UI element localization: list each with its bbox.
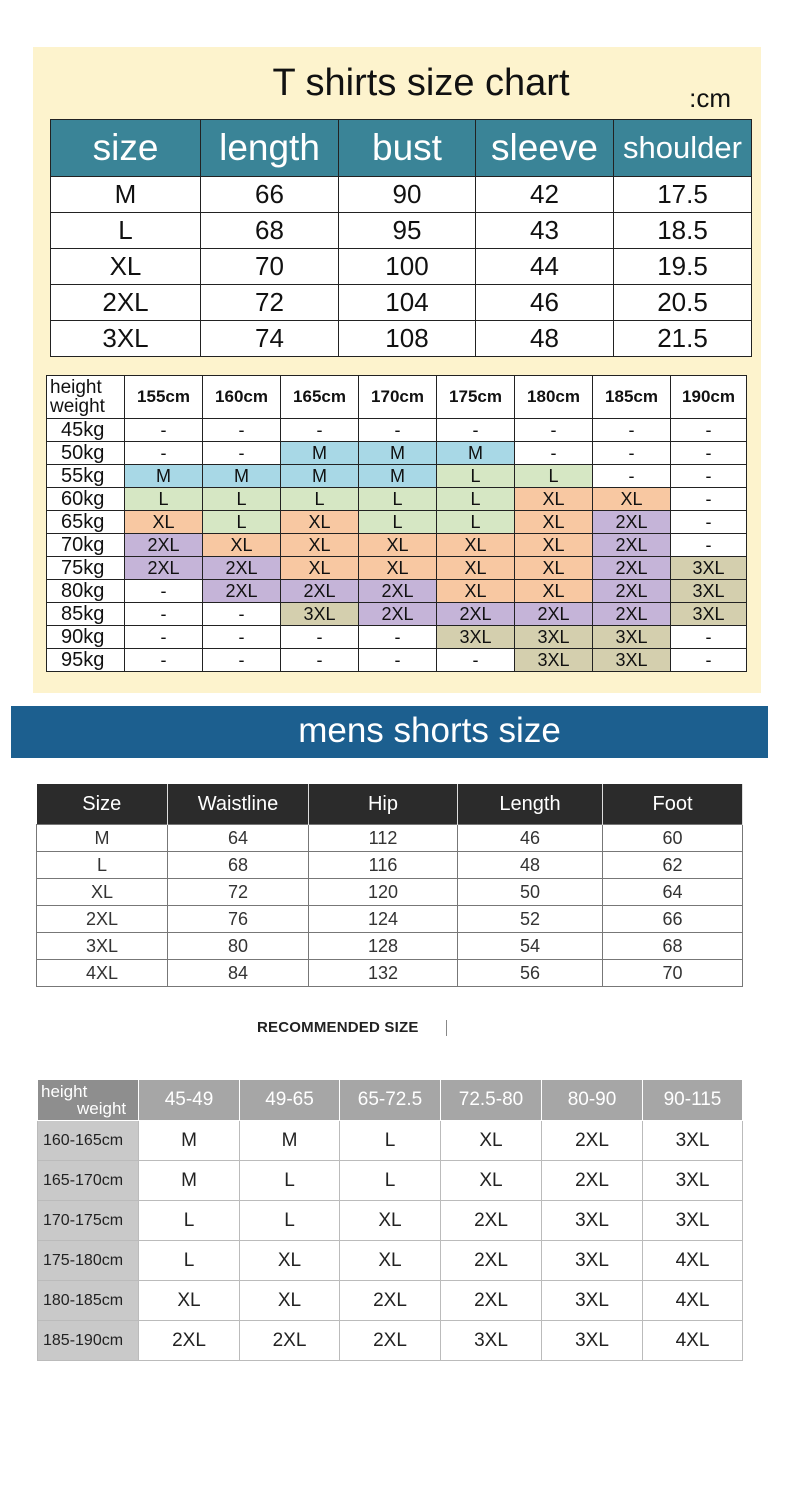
recommended-size-cell: - xyxy=(203,603,281,626)
recommended-size-cell: M xyxy=(240,1121,340,1161)
recommended-size-cell: M xyxy=(203,465,281,488)
measurement-cell: 42 xyxy=(476,177,614,213)
recommended-size-cell: L xyxy=(240,1161,340,1201)
measurement-cell: 95 xyxy=(339,213,476,249)
shorts-size-cell: L xyxy=(37,852,168,879)
header-sleeve: sleeve xyxy=(476,120,614,177)
shorts-measurement-cell: 68 xyxy=(168,852,309,879)
weight-row xyxy=(47,580,747,603)
recommended-size-cell: XL xyxy=(441,1161,542,1201)
weight-range-header: 49-65 xyxy=(240,1080,340,1121)
measurement-cell: 43 xyxy=(476,213,614,249)
recommended-row xyxy=(38,1281,743,1321)
height-range-label: 180-185cm xyxy=(38,1281,139,1321)
tshirt-size-row xyxy=(51,213,752,249)
recommended-size-cell: L xyxy=(125,488,203,511)
recommended-size-cell: XL xyxy=(515,534,593,557)
recommended-size-cell: 2XL xyxy=(359,580,437,603)
height-weight-table xyxy=(46,375,747,672)
recommended-size-cell: 2XL xyxy=(593,580,671,603)
recommended-size-cell: 2XL xyxy=(240,1321,340,1361)
recommended-size-cell: 2XL xyxy=(340,1281,441,1321)
recommended-size-cell: XL xyxy=(240,1241,340,1281)
recommended-size-cell: - xyxy=(203,419,281,442)
recommended-size-cell: L xyxy=(359,511,437,534)
recommended-size-cell: - xyxy=(593,442,671,465)
unit-label: :cm xyxy=(689,83,731,113)
recommended-size-cell: XL xyxy=(437,534,515,557)
recommended-size-cell: 2XL xyxy=(515,603,593,626)
recommended-size-cell: XL xyxy=(515,557,593,580)
tshirt-size-panel xyxy=(33,47,761,693)
recommended-size-cell: - xyxy=(125,580,203,603)
recommended-size-cell: 3XL xyxy=(593,626,671,649)
shorts-measurement-cell: 66 xyxy=(603,906,743,933)
recommended-size-cell: XL xyxy=(340,1201,441,1241)
weight-row xyxy=(47,465,747,488)
recommended-size-cell: 2XL xyxy=(340,1321,441,1361)
recommended-size-cell: 2XL xyxy=(593,603,671,626)
height-column-header: 180cm xyxy=(515,376,593,419)
recommended-size-cell: 2XL xyxy=(441,1241,542,1281)
recommended-size-cell: XL xyxy=(441,1121,542,1161)
recommended-size-cell: - xyxy=(593,465,671,488)
weight-range-header: 72.5-80 xyxy=(441,1080,542,1121)
shorts-size-row xyxy=(37,852,743,879)
shorts-size-row xyxy=(37,879,743,906)
recommended-row xyxy=(38,1201,743,1241)
recommended-size-cell: - xyxy=(281,419,359,442)
shorts-measurement-cell: 62 xyxy=(603,852,743,879)
recommended-size-cell: - xyxy=(671,649,747,672)
recommended-size-cell: M xyxy=(359,442,437,465)
recommended-size-cell: 2XL xyxy=(593,534,671,557)
recommended-size-cell: XL xyxy=(359,557,437,580)
height-column-header: 160cm xyxy=(203,376,281,419)
shorts-size-row xyxy=(37,906,743,933)
recommended-size-cell: M xyxy=(281,465,359,488)
size-cell: XL xyxy=(51,249,201,285)
recommended-size-cell: XL xyxy=(593,488,671,511)
recommended-row xyxy=(38,1321,743,1361)
shorts-header-size: Size xyxy=(37,784,168,825)
tshirt-size-row xyxy=(51,177,752,213)
weight-row xyxy=(47,557,747,580)
recommended-size-cell: 3XL xyxy=(542,1281,643,1321)
height-range-label: 165-170cm xyxy=(38,1161,139,1201)
shorts-measurement-cell: 124 xyxy=(309,906,458,933)
corner-height-label: height xyxy=(50,377,102,398)
measurement-cell: 74 xyxy=(201,321,339,357)
header-length: length xyxy=(201,120,339,177)
shorts-size-row xyxy=(37,825,743,852)
recommended-size-cell: 3XL xyxy=(643,1121,743,1161)
measurement-cell: 66 xyxy=(201,177,339,213)
measurement-cell: 48 xyxy=(476,321,614,357)
height-header-row xyxy=(47,376,747,419)
recommended-size-cell: - xyxy=(437,649,515,672)
recommended-size-cell: XL xyxy=(437,580,515,603)
recommended-size-cell: 3XL xyxy=(542,1321,643,1361)
height-column-header: 190cm xyxy=(671,376,747,419)
shorts-banner-title: mens shorts size xyxy=(298,711,561,750)
measurement-cell: 17.5 xyxy=(614,177,752,213)
weight-label: 50kg xyxy=(47,442,125,465)
shorts-size-row xyxy=(37,933,743,960)
shorts-measurement-cell: 112 xyxy=(309,825,458,852)
recommended-size-cell: 3XL xyxy=(671,557,747,580)
recommended-size-cell: XL xyxy=(281,557,359,580)
size-cell: L xyxy=(51,213,201,249)
shorts-measurement-cell: 46 xyxy=(458,825,603,852)
recommended-row xyxy=(38,1241,743,1281)
measurement-cell: 90 xyxy=(339,177,476,213)
recommended-size-cell: 3XL xyxy=(542,1241,643,1281)
header-size: size xyxy=(51,120,201,177)
recommended-size-cell: 3XL xyxy=(515,649,593,672)
recommended-size-cell: - xyxy=(515,442,593,465)
measurement-cell: 70 xyxy=(201,249,339,285)
size-cell: M xyxy=(51,177,201,213)
recommended-size-cell: L xyxy=(203,511,281,534)
recommended-size-cell: 2XL xyxy=(125,534,203,557)
rec-corner-height-label: height xyxy=(41,1082,88,1101)
recommended-size-cell: XL xyxy=(437,557,515,580)
recommended-size-cell: 2XL xyxy=(542,1121,643,1161)
measurement-cell: 100 xyxy=(339,249,476,285)
recommended-size-cell: 3XL xyxy=(437,626,515,649)
measurement-cell: 46 xyxy=(476,285,614,321)
measurement-cell: 18.5 xyxy=(614,213,752,249)
shorts-header-waistline: Waistline xyxy=(168,784,309,825)
shorts-measurement-cell: 120 xyxy=(309,879,458,906)
recommended-size-cell: M xyxy=(359,465,437,488)
recommended-size-cell: - xyxy=(203,649,281,672)
recommended-size-cell: 3XL xyxy=(671,603,747,626)
weight-row xyxy=(47,419,747,442)
shorts-size-row xyxy=(37,960,743,987)
measurement-cell: 44 xyxy=(476,249,614,285)
recommended-size-label: RECOMMENDED SIZE xyxy=(257,1019,419,1036)
tshirt-chart-title: T shirts size chart xyxy=(272,62,570,104)
recommended-size-cell: L xyxy=(139,1241,240,1281)
corner-weight-label: weight xyxy=(50,396,105,417)
recommended-size-cell: M xyxy=(437,442,515,465)
height-weight-corner xyxy=(47,376,125,419)
shorts-header-hip: Hip xyxy=(309,784,458,825)
measurement-cell: 104 xyxy=(339,285,476,321)
shorts-measurement-cell: 64 xyxy=(603,879,743,906)
recommended-size-cell: - xyxy=(359,419,437,442)
measurement-cell: 20.5 xyxy=(614,285,752,321)
shorts-measurement-cell: 56 xyxy=(458,960,603,987)
weight-label: 60kg xyxy=(47,488,125,511)
recommended-divider xyxy=(446,1020,447,1036)
recommended-size-cell: - xyxy=(671,534,747,557)
recommended-size-cell: XL xyxy=(125,511,203,534)
recommended-size-cell: 2XL xyxy=(441,1201,542,1241)
recommended-size-cell: 2XL xyxy=(125,557,203,580)
recommended-size-cell: 2XL xyxy=(441,1281,542,1321)
shorts-measurement-cell: 54 xyxy=(458,933,603,960)
weight-label: 55kg xyxy=(47,465,125,488)
recommended-size-cell: - xyxy=(125,442,203,465)
recommended-size-cell: - xyxy=(281,626,359,649)
recommended-size-cell: L xyxy=(203,488,281,511)
shorts-size-cell: 2XL xyxy=(37,906,168,933)
recommended-size-cell: L xyxy=(340,1161,441,1201)
recommended-header-row xyxy=(38,1080,743,1121)
shorts-header-length: Length xyxy=(458,784,603,825)
measurement-cell: 19.5 xyxy=(614,249,752,285)
shorts-measurement-cell: 48 xyxy=(458,852,603,879)
weight-label: 75kg xyxy=(47,557,125,580)
height-column-header: 155cm xyxy=(125,376,203,419)
recommended-size-cell: M xyxy=(125,465,203,488)
recommended-size-cell: XL xyxy=(340,1241,441,1281)
weight-range-header: 65-72.5 xyxy=(340,1080,441,1121)
shorts-measurement-cell: 132 xyxy=(309,960,458,987)
recommended-size-cell: M xyxy=(139,1121,240,1161)
weight-label: 70kg xyxy=(47,534,125,557)
recommended-size-cell: - xyxy=(125,649,203,672)
shorts-size-table xyxy=(36,784,743,987)
recommended-size-cell: 3XL xyxy=(542,1201,643,1241)
recommended-size-table xyxy=(37,1079,743,1361)
shorts-measurement-cell: 80 xyxy=(168,933,309,960)
shorts-size-cell: 3XL xyxy=(37,933,168,960)
shorts-measurement-cell: 84 xyxy=(168,960,309,987)
recommended-size-cell: 2XL xyxy=(139,1321,240,1361)
measurement-cell: 108 xyxy=(339,321,476,357)
recommended-size-cell: M xyxy=(139,1161,240,1201)
shorts-size-cell: M xyxy=(37,825,168,852)
weight-row xyxy=(47,534,747,557)
recommended-size-cell: - xyxy=(203,626,281,649)
recommended-size-cell: - xyxy=(281,649,359,672)
shorts-measurement-cell: 116 xyxy=(309,852,458,879)
measurement-cell: 72 xyxy=(201,285,339,321)
recommended-size-cell: 3XL xyxy=(671,580,747,603)
shorts-header-row xyxy=(37,784,743,825)
recommended-size-cell: 2XL xyxy=(542,1161,643,1201)
recommended-size-cell: XL xyxy=(515,488,593,511)
weight-label: 95kg xyxy=(47,649,125,672)
recommended-size-cell: 2XL xyxy=(359,603,437,626)
recommended-size-cell: 3XL xyxy=(593,649,671,672)
height-column-header: 185cm xyxy=(593,376,671,419)
recommended-size-cell: 3XL xyxy=(441,1321,542,1361)
size-cell: 2XL xyxy=(51,285,201,321)
shorts-measurement-cell: 70 xyxy=(603,960,743,987)
height-column-header: 165cm xyxy=(281,376,359,419)
height-range-label: 160-165cm xyxy=(38,1121,139,1161)
size-cell: 3XL xyxy=(51,321,201,357)
height-range-label: 170-175cm xyxy=(38,1201,139,1241)
recommended-size-cell: XL xyxy=(359,534,437,557)
recommended-size-cell: - xyxy=(359,626,437,649)
recommended-size-cell: 3XL xyxy=(515,626,593,649)
measurement-cell: 68 xyxy=(201,213,339,249)
shorts-measurement-cell: 72 xyxy=(168,879,309,906)
recommended-size-cell: L xyxy=(340,1121,441,1161)
recommended-corner xyxy=(38,1080,139,1121)
weight-range-header: 80-90 xyxy=(542,1080,643,1121)
weight-label: 90kg xyxy=(47,626,125,649)
recommended-size-cell: 2XL xyxy=(593,557,671,580)
shorts-measurement-cell: 60 xyxy=(603,825,743,852)
shorts-size-cell: 4XL xyxy=(37,960,168,987)
shorts-measurement-cell: 64 xyxy=(168,825,309,852)
recommended-row xyxy=(38,1161,743,1201)
recommended-size-cell: 3XL xyxy=(281,603,359,626)
recommended-size-cell: 2XL xyxy=(437,603,515,626)
height-column-header: 170cm xyxy=(359,376,437,419)
recommended-size-cell: - xyxy=(671,465,747,488)
recommended-size-cell: 2XL xyxy=(203,557,281,580)
shorts-header-foot: Foot xyxy=(603,784,743,825)
recommended-size-cell: - xyxy=(593,419,671,442)
weight-row xyxy=(47,603,747,626)
recommended-size-cell: 2XL xyxy=(593,511,671,534)
recommended-size-cell: 2XL xyxy=(281,580,359,603)
height-column-header: 175cm xyxy=(437,376,515,419)
shorts-measurement-cell: 76 xyxy=(168,906,309,933)
weight-range-header: 90-115 xyxy=(643,1080,743,1121)
recommended-size-cell: L xyxy=(437,511,515,534)
tshirt-size-row xyxy=(51,321,752,357)
shorts-measurement-cell: 68 xyxy=(603,933,743,960)
recommended-size-cell: - xyxy=(671,442,747,465)
weight-label: 85kg xyxy=(47,603,125,626)
recommended-size-cell: L xyxy=(437,488,515,511)
weight-row xyxy=(47,626,747,649)
recommended-size-cell: XL xyxy=(281,511,359,534)
recommended-size-cell: 4XL xyxy=(643,1281,743,1321)
weight-label: 65kg xyxy=(47,511,125,534)
shorts-measurement-cell: 52 xyxy=(458,906,603,933)
recommended-size-cell: L xyxy=(281,488,359,511)
recommended-size-cell: - xyxy=(671,488,747,511)
recommended-size-cell: - xyxy=(437,419,515,442)
recommended-size-cell: - xyxy=(359,649,437,672)
recommended-size-cell: L xyxy=(359,488,437,511)
recommended-size-cell: - xyxy=(125,419,203,442)
shorts-measurement-cell: 128 xyxy=(309,933,458,960)
recommended-size-cell: - xyxy=(671,626,747,649)
recommended-size-cell: XL xyxy=(203,534,281,557)
tshirt-size-row xyxy=(51,249,752,285)
weight-range-header: 45-49 xyxy=(139,1080,240,1121)
recommended-size-cell: - xyxy=(515,419,593,442)
recommended-size-cell: L xyxy=(139,1201,240,1241)
weight-row xyxy=(47,488,747,511)
recommended-size-cell: 2XL xyxy=(203,580,281,603)
recommended-size-cell: L xyxy=(437,465,515,488)
height-range-label: 175-180cm xyxy=(38,1241,139,1281)
recommended-size-cell: XL xyxy=(281,534,359,557)
recommended-size-cell: 4XL xyxy=(643,1241,743,1281)
recommended-size-cell: - xyxy=(203,442,281,465)
recommended-size-cell: - xyxy=(125,626,203,649)
recommended-size-cell: 4XL xyxy=(643,1321,743,1361)
recommended-size-cell: L xyxy=(240,1201,340,1241)
recommended-size-cell: - xyxy=(671,511,747,534)
recommended-row xyxy=(38,1121,743,1161)
recommended-size-cell: - xyxy=(671,419,747,442)
shorts-size-cell: XL xyxy=(37,879,168,906)
height-range-label: 185-190cm xyxy=(38,1321,139,1361)
tshirt-header-row xyxy=(51,120,752,177)
weight-row xyxy=(47,511,747,534)
weight-row xyxy=(47,442,747,465)
header-shoulder: shoulder xyxy=(614,120,752,177)
measurement-cell: 21.5 xyxy=(614,321,752,357)
shorts-measurement-cell: 50 xyxy=(458,879,603,906)
recommended-size-cell: XL xyxy=(515,580,593,603)
weight-row xyxy=(47,649,747,672)
recommended-size-cell: - xyxy=(125,603,203,626)
recommended-size-cell: 3XL xyxy=(643,1161,743,1201)
recommended-size-cell: M xyxy=(281,442,359,465)
header-bust: bust xyxy=(339,120,476,177)
tshirt-size-row xyxy=(51,285,752,321)
recommended-size-cell: XL xyxy=(139,1281,240,1321)
recommended-size-cell: XL xyxy=(515,511,593,534)
rec-corner-weight-label: weight xyxy=(77,1099,127,1118)
recommended-size-cell: XL xyxy=(240,1281,340,1321)
tshirt-size-table xyxy=(50,119,752,357)
weight-label: 45kg xyxy=(47,419,125,442)
recommended-size-cell: L xyxy=(515,465,593,488)
weight-label: 80kg xyxy=(47,580,125,603)
recommended-size-cell: 3XL xyxy=(643,1201,743,1241)
